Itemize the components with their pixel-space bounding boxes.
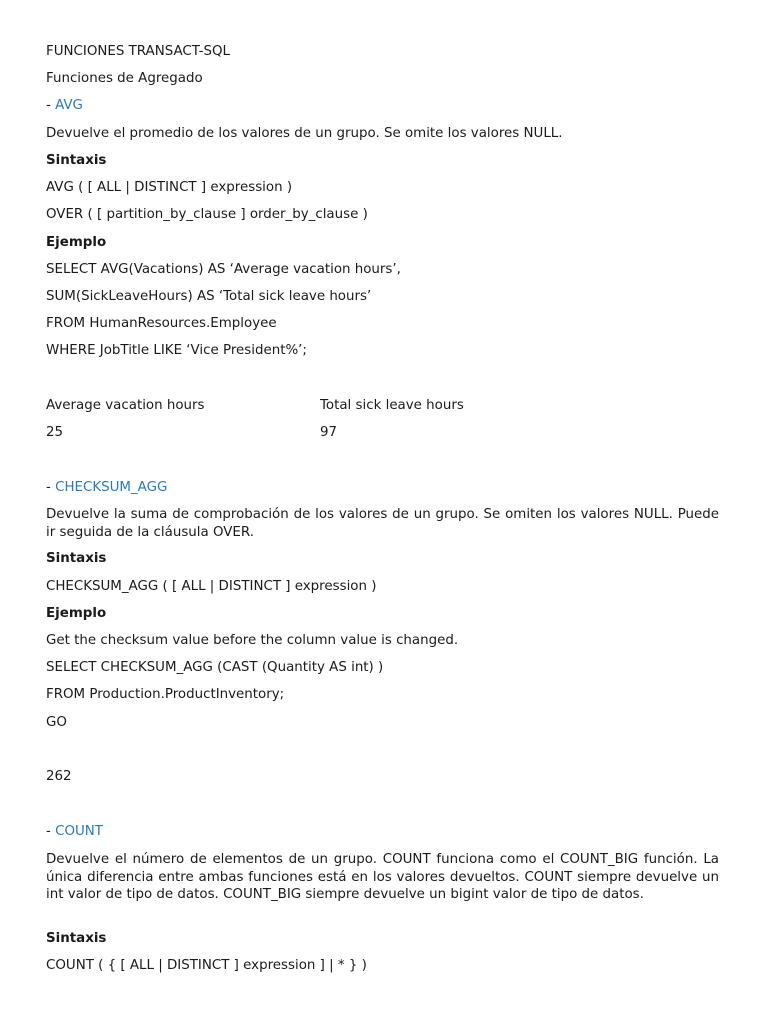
- count-description: Devuelve el número de elementos de un grupo. COUNT funciona como el COUNT_BIG función. La única diferencia entre ambas funciones está en los valores devueltos. COUNT siempre devuelve un int valor de tipo de datos. COUNT_BIG siempre devuelve un bigint valor de tipo de datos.: [46, 852, 719, 902]
- avg-link[interactable]: AVG: [55, 98, 83, 113]
- avg-heading: [46, 97, 83, 115]
- avg-result-header: Average vacation hours: [46, 398, 205, 413]
- avg-example-line: FROM HumanResources.Employee: [46, 316, 277, 331]
- checksum-heading: [46, 479, 167, 497]
- checksum-syntax-line: CHECKSUM_AGG ( [ ALL | DISTINCT ] expression ): [46, 579, 377, 594]
- avg-example-line: WHERE JobTitle LIKE ‘Vice President%’;: [46, 343, 307, 358]
- avg-syntax-line: OVER ( [ partition_by_clause ] order_by_clause ): [46, 207, 368, 222]
- document-title: FUNCIONES TRANSACT-SQL: [46, 44, 231, 59]
- checksum-description: Devuelve la suma de comprobación de los valores de un grupo. Se omiten los valores NULL. Puede ir seguida de la cláusula OVER.: [46, 507, 719, 540]
- avg-syntax-heading: Sintaxis: [46, 153, 107, 168]
- checksum-example-line: SELECT CHECKSUM_AGG (CAST (Quantity AS int) ): [46, 660, 384, 675]
- avg-result-value: 25: [46, 425, 64, 440]
- avg-example-heading: Ejemplo: [46, 235, 107, 250]
- count-dash: -: [46, 824, 56, 839]
- checksum-result: 262: [46, 769, 72, 784]
- checksum-example-line: GO: [46, 715, 67, 730]
- avg-dash: -: [46, 98, 56, 113]
- checksum-example-line: Get the checksum value before the column value is changed.: [46, 633, 459, 648]
- avg-description: Devuelve el promedio de los valores de un grupo. Se omite los valores NULL.: [46, 126, 563, 141]
- avg-result-value: 97: [320, 425, 338, 440]
- count-link[interactable]: COUNT: [55, 824, 103, 839]
- document-subtitle: Funciones de Agregado: [46, 71, 203, 86]
- avg-example-line: SUM(SickLeaveHours) AS ‘Total sick leave hours’: [46, 289, 372, 304]
- checksum-example-line: FROM Production.ProductInventory;: [46, 687, 285, 702]
- checksum-link[interactable]: CHECKSUM_AGG: [55, 480, 168, 495]
- avg-example-line: SELECT AVG(Vacations) AS ‘Average vacation hours’,: [46, 262, 401, 277]
- checksum-dash: -: [46, 480, 56, 495]
- avg-result-header: Total sick leave hours: [320, 398, 464, 413]
- count-syntax-heading: Sintaxis: [46, 931, 107, 946]
- count-heading: [46, 823, 103, 841]
- count-syntax-line: COUNT ( { [ ALL | DISTINCT ] expression ] | * } ): [46, 958, 367, 973]
- checksum-syntax-heading: Sintaxis: [46, 551, 107, 566]
- avg-syntax-line: AVG ( [ ALL | DISTINCT ] expression ): [46, 180, 293, 195]
- checksum-example-heading: Ejemplo: [46, 606, 107, 621]
